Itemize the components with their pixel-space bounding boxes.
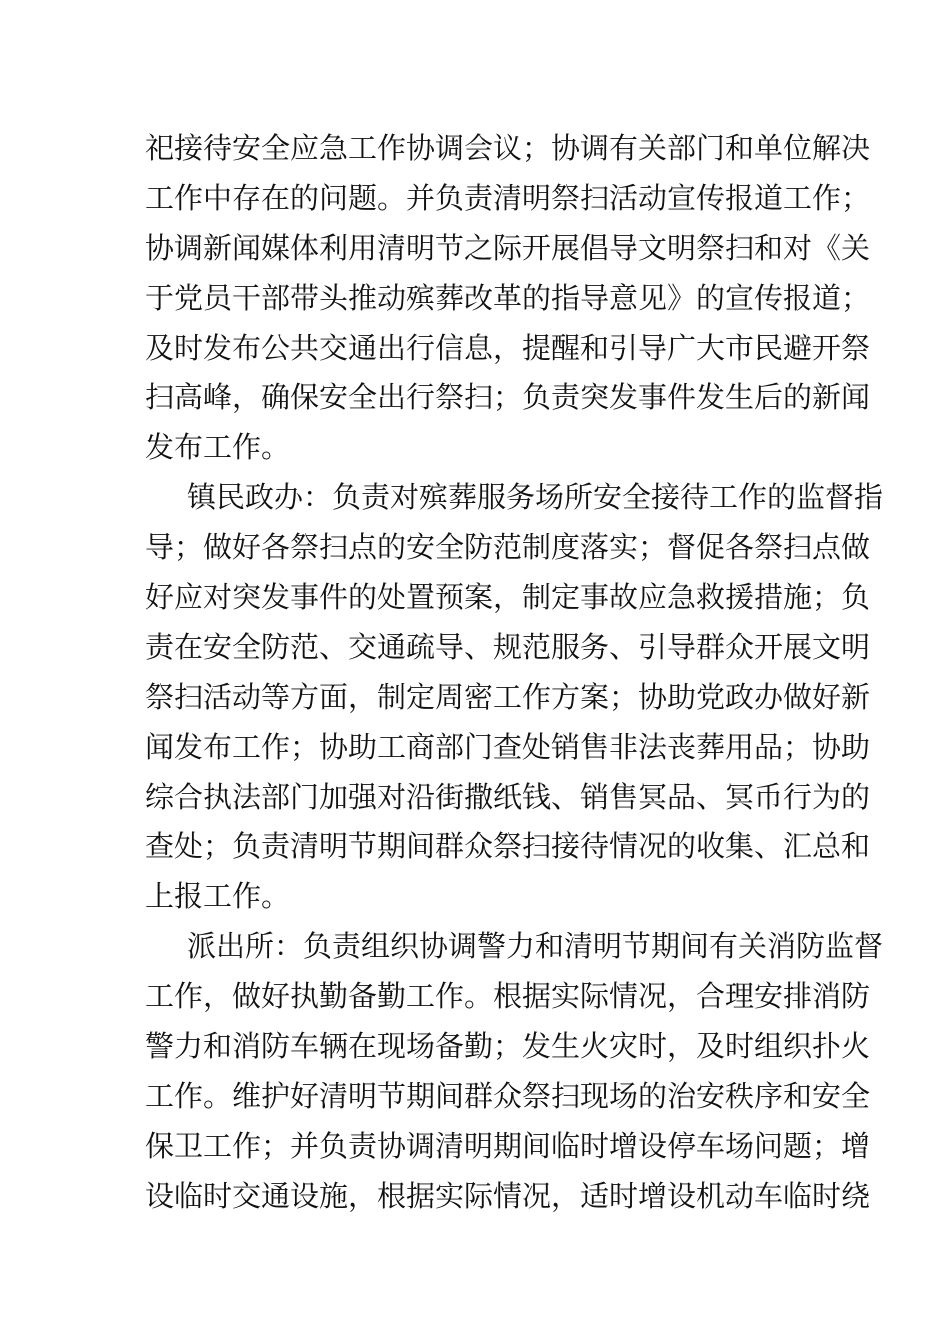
text-line: 祭扫活动等方面，制定周密工作方案；协助党政办做好新 [145, 679, 871, 714]
text-line: 及时发布公共交通出行信息，提醒和引导广大市民避开祭 [145, 330, 871, 365]
text-line: 上报工作。 [145, 879, 291, 914]
text-line: 于党员干部带头推动殡葬改革的指导意见》的宣传报道； [145, 280, 871, 315]
text-line: 闻发布工作；协助工商部门查处销售非法丧葬用品；协助 [145, 729, 871, 764]
text-line: 协调新闻媒体利用清明节之际开展倡导文明祭扫和对《关 [145, 230, 871, 265]
text-line: 好应对突发事件的处置预案，制定事故应急救援措施；负 [145, 580, 871, 615]
document-body [145, 124, 884, 1222]
paragraph-party-office-continued [145, 124, 871, 473]
text-line: 扫高峰，确保安全出行祭扫；负责突发事件发生后的新闻 [145, 380, 871, 415]
text-line: 工作。维护好清明节期间群众祭扫现场的治安秩序和安全 [145, 1078, 871, 1113]
text-line: 祀接待安全应急工作协调会议；协调有关部门和单位解决 [145, 131, 871, 165]
text-line: 发布工作。 [145, 430, 291, 465]
text-line: 导；做好各祭扫点的安全防范制度落实；督促各祭扫点做 [145, 530, 871, 565]
text-line: 工作中存在的问题。并负责清明祭扫活动宣传报道工作； [145, 180, 871, 215]
text-line: 综合执法部门加强对沿街撒纸钱、销售冥品、冥币行为的 [145, 779, 871, 814]
text-line: 保卫工作；并负责协调清明期间临时增设停车场问题；增 [145, 1128, 871, 1163]
text-line: 查处；负责清明节期间群众祭扫接待情况的收集、汇总和 [145, 829, 871, 864]
text-line: 派出所：负责组织协调警力和清明节期间有关消防监督 [187, 929, 884, 964]
text-line: 工作，做好执勤备勤工作。根据实际情况，合理安排消防 [145, 979, 871, 1014]
text-line: 责在安全防范、交通疏导、规范服务、引导群众开展文明 [145, 629, 871, 664]
text-line: 设临时交通设施，根据实际情况，适时增设机动车临时绕 [145, 1178, 871, 1213]
text-line: 警力和消防车辆在现场备勤；发生火灾时，及时组织扑火 [145, 1029, 871, 1064]
paragraph-civil-affairs-office [145, 473, 884, 922]
paragraph-police-station [145, 922, 884, 1221]
text-line: 镇民政办：负责对殡葬服务场所安全接待工作的监督指 [187, 480, 884, 515]
